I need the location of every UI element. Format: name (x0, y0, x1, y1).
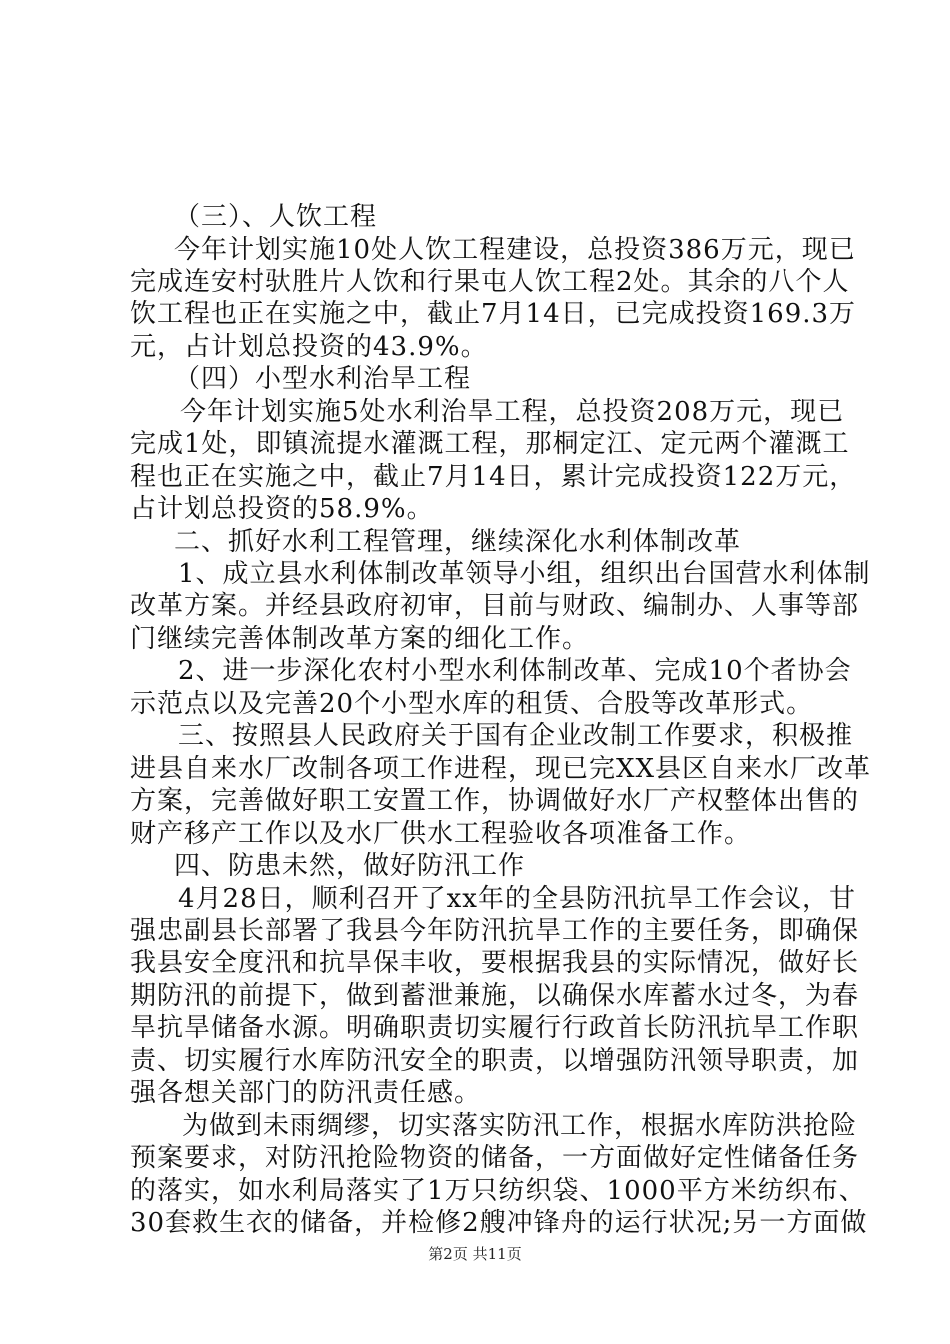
paragraph-line: 今年计划实施10处人饮工程建设，总投资386万元，现已 (174, 234, 856, 265)
paragraph-line: 门继续完善体制改革方案的细化工作。 (130, 623, 590, 654)
paragraph-line: 30套救生衣的储备，并检修2艘冲锋舟的运行状况;另一方面做 (130, 1208, 868, 1238)
paragraph-line: 改革方案。并经县政府初审，目前与财政、编制办、人事等部 (130, 591, 860, 622)
page-number-footer: 第2页 共11页 (428, 1245, 522, 1263)
paragraph-line: 强各想关部门的防汛责任感。 (130, 1078, 482, 1109)
paragraph-line: 元，占计划总投资的43.9%。 (130, 331, 488, 362)
paragraph-line: 2、进一步深化农村小型水利体制改革、完成10个者协会 (178, 656, 852, 687)
paragraph-line: 责、切实履行水库防汛安全的职责，以增强防汛领导职责，加 (130, 1045, 860, 1076)
paragraph-line: 为做到未雨绸缪，切实落实防汛工作，根据水库防洪抢险 (182, 1110, 858, 1141)
paragraph-line: 期防汛的前提下，做到蓄泄兼施，以确保水库蓄水过冬，为春 (130, 980, 860, 1011)
paragraph-line: 方案，完善做好职工安置工作，协调做好水厂产权整体出售的 (130, 786, 860, 817)
heading-4: （四）小型水利治旱工程 (174, 364, 472, 395)
paragraph-line: 预案要求，对防汛抢险物资的储备，一方面做好定性储备任务 (130, 1143, 860, 1174)
paragraph-line: 完成1处，即镇流提水灌溉工程，那桐定江、定元两个灌溉工 (130, 429, 850, 460)
heading-3: （三）、人饮工程 (174, 202, 378, 232)
paragraph-line: 4月28日，顺利召开了xx年的全县防汛抗旱工作会议，甘 (178, 883, 856, 914)
paragraph-line: 的落实，如水利局落实了1万只纺织袋、1000平方米纺织布、 (130, 1175, 866, 1206)
paragraph-line: 进县自来水厂改制各项工作进程，现已完XX县区自来水厂改革 (130, 753, 872, 784)
section-heading-4: 四、防患未然，做好防汛工作 (174, 851, 526, 881)
paragraph-line: 示范点以及完善20个小型水库的租赁、合股等改革形式。 (130, 688, 814, 719)
section-heading-2: 二、抓好水利工程管理，继续深化水利体制改革 (174, 526, 742, 557)
paragraph-line: 财产移产工作以及水厂供水工程验收各项准备工作。 (130, 818, 752, 849)
section-heading-3: 三、按照县人民政府关于国有企业改制工作要求，积极推 (178, 721, 854, 752)
paragraph-line: 饮工程也正在实施之中，截止7月14日，已完成投资169.3万 (130, 299, 857, 330)
paragraph-line: 旱抗旱储备水源。明确职责切实履行行政首长防汛抗旱工作职 (130, 1013, 860, 1044)
paragraph-line: 占计划总投资的58.9%。 (130, 494, 434, 525)
paragraph-line: 完成连安村驮胜片人饮和行果屯人饮工程2处。其余的八个人 (130, 266, 850, 297)
paragraph-line: 今年计划实施5处水利治旱工程，总投资208万元，现已 (180, 396, 845, 427)
paragraph-line: 强忠副县长部署了我县今年防汛抗旱工作的主要任务，即确保 (130, 915, 860, 946)
paragraph-line: 程也正在实施之中，截止7月14日，累计完成投资122万元， (130, 461, 857, 492)
paragraph-line: 1、成立县水利体制改革领导小组，组织出台国营水利体制 (178, 559, 871, 589)
paragraph-line: 我县安全度汛和抗旱保丰收，要根据我县的实际情况，做好长 (130, 948, 860, 979)
